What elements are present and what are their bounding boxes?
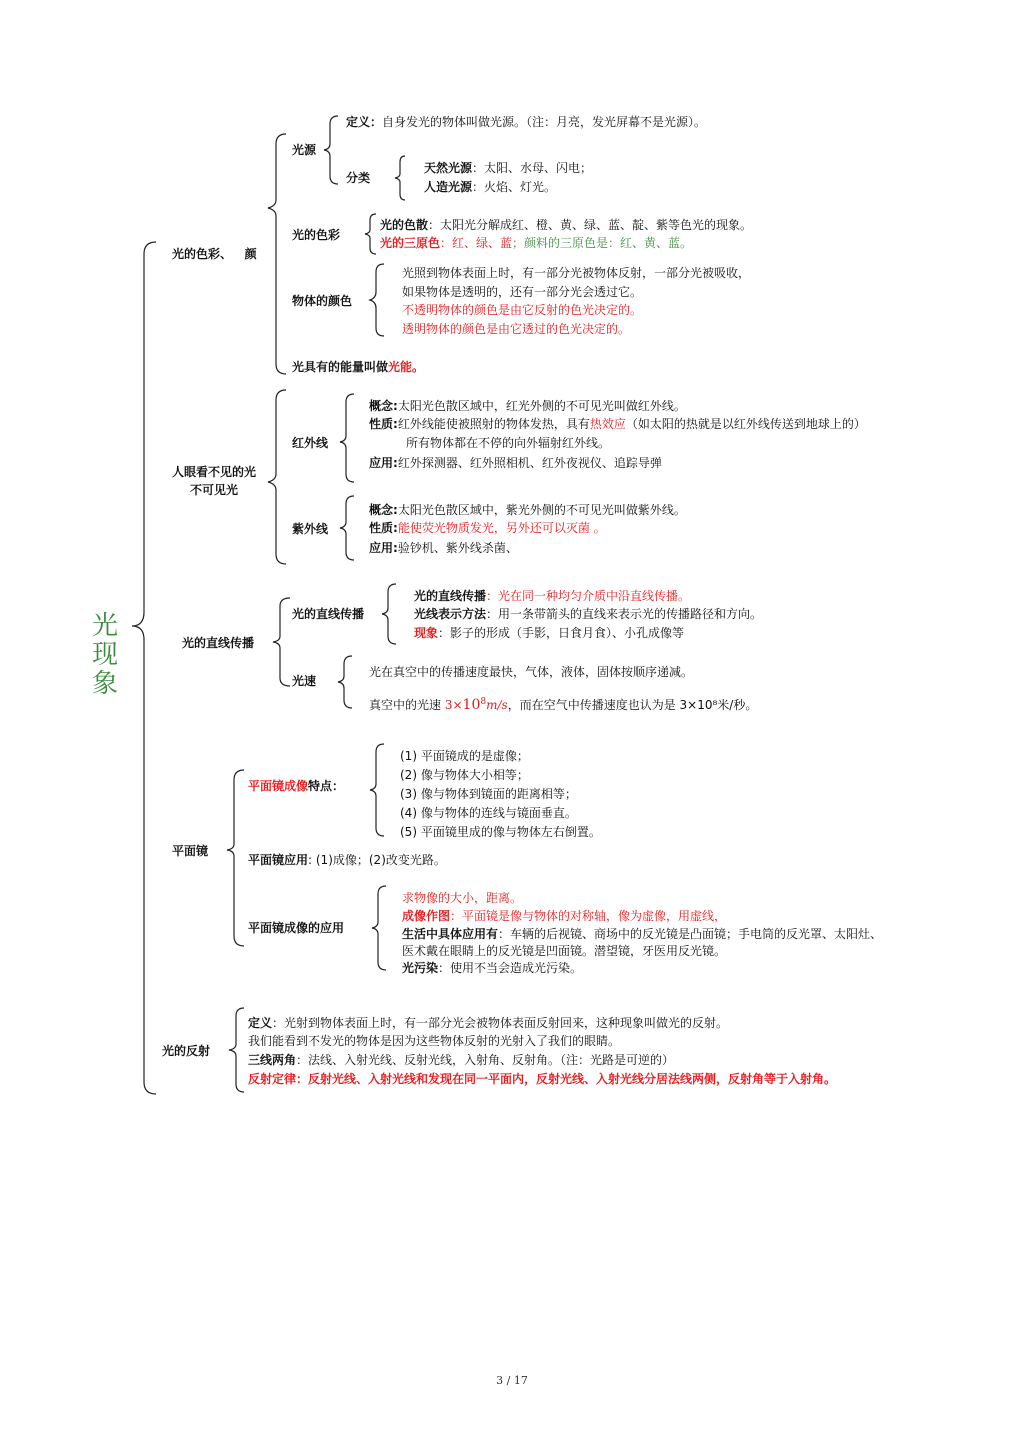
def-label: 定义： — [346, 115, 383, 129]
feat-label-black: 特点： — [308, 779, 345, 793]
uv-app-text: 验钞机、紫外线杀菌、 — [397, 541, 518, 555]
s3-brace — [273, 598, 290, 686]
page-number: 3 / 17 — [496, 1374, 528, 1387]
speed2-a: 真空中的光速 — [369, 698, 445, 712]
use-text: : (1)成像；(2)改变光路。 — [308, 853, 446, 867]
ir-prop-term: 热效应 — [589, 417, 626, 431]
p1-text: ：光在同一种均匀介质中沿直线传播。 — [486, 589, 691, 603]
disp-text: ：太阳光分解成红、橙、黄、绿、蓝、靛、紫等色光的现象。 — [428, 218, 753, 232]
feat-5: (5) 平面镜里成的像与物体左右倒置。 — [400, 825, 601, 839]
uv-concept-text: 太阳光色散区域中，紫光外侧的不可见光叫做紫外线。 — [397, 503, 686, 517]
speed2-b: ，而在空气中传播速度也认为是 3×10⁸米/秒。 — [507, 698, 758, 712]
app-2-text: ：平面镜是像与物体的对称轴，像为虚像，用虚线， — [450, 909, 727, 923]
energy-term: 光能。 — [388, 360, 425, 374]
natural-label: 天然光源 — [424, 161, 473, 175]
use-row — [248, 852, 446, 868]
ir-app-label: 应用: — [369, 456, 398, 470]
feat-4: (4) 像与物体的连线与镜面垂直。 — [400, 806, 577, 820]
s5-def-row — [248, 1015, 728, 1031]
ir-concept-text: 太阳光色散区域中，红光外侧的不可见光叫做红外线。 — [397, 399, 686, 413]
obj-line-2: 如果物体是透明的，还有一部分光会透过它。 — [402, 285, 643, 299]
s1-brace — [268, 134, 286, 374]
s5-def-text: ：光射到物体表面上时，有一部分光会被物体表面反射回来，这种现象叫做光的反射。 — [272, 1016, 729, 1030]
def-row — [346, 114, 706, 130]
p3-text: ：影子的形成（手影，日食月食）、小孔成像等 — [438, 626, 685, 640]
p1-label: 光的直线传播 — [414, 589, 487, 603]
s5-line-2: 我们能看到不发光的物体是因为这些物体反射的光射入了我们的眼睛。 — [248, 1034, 621, 1048]
color-brace — [365, 214, 376, 254]
uv-concept-row — [369, 502, 686, 518]
speed2-pow-exp: 8 — [480, 697, 487, 707]
natural-row — [424, 160, 592, 176]
artificial-text: ：火焰、灯光。 — [472, 180, 557, 194]
uv-concept-label: 概念: — [369, 503, 398, 517]
feat-2: (2) 像与物体大小相等； — [400, 768, 529, 782]
s2-brace — [268, 390, 286, 564]
app-2-label: 成像作图 — [402, 909, 451, 923]
class-label: 分类 — [346, 171, 371, 185]
app-5-row — [402, 960, 582, 976]
s5-law-row — [248, 1071, 836, 1087]
speed-line-2 — [369, 694, 757, 713]
app-3-text: ：车辆的后视镜、商场中的反光镜是凸面镜；手电筒的反光罩、太阳灶、 — [498, 927, 883, 941]
s2-title-b: 不可见光 — [190, 483, 239, 497]
ir-prop-row — [369, 416, 866, 432]
s4-brace — [227, 770, 244, 946]
uv-prop-row — [369, 520, 606, 536]
speed-brace — [338, 656, 352, 708]
use-label: 平面镜应用 — [248, 853, 309, 867]
s4-title: 平面镜 — [172, 844, 209, 858]
s5-three-row — [248, 1052, 674, 1068]
source-brace — [324, 116, 338, 184]
uv-prop-text: 能使荧光物质发光，另外还可以灭菌 。 — [397, 521, 606, 535]
ir-app-row — [369, 455, 662, 471]
objcolor-brace — [370, 264, 384, 336]
s1-title-b: 颜 — [244, 247, 257, 261]
artificial-label: 人造光源 — [424, 180, 473, 194]
def-text: 自身发光的物体叫做光源。（注：月亮，发光屏幕不是光源）。 — [382, 115, 707, 129]
root-brace — [132, 242, 156, 1094]
app-2-row — [402, 908, 726, 924]
p3-row — [414, 625, 684, 641]
ir-prop-text-c: 所有物体都在不停的向外辐射红外线。 — [406, 436, 611, 450]
s5-three-text: ：法线、入射光线、反射光线，入射角、反射角。（注：光路是可逆的） — [296, 1053, 675, 1067]
natural-text: ：太阳、水母、闪电； — [472, 161, 593, 175]
uv-prop-label: 性质: — [369, 521, 398, 535]
feat-brace — [370, 744, 384, 836]
obj-color-title: 物体的颜色 — [292, 294, 353, 308]
root-title: 光现象 — [91, 611, 118, 699]
s5-law-text: ：反射光线、入射光线和发现在同一平面内，反射光线、入射光线分居法线两侧，反射角等于入射角。 — [296, 1072, 837, 1086]
uv-brace — [340, 496, 354, 560]
app-4: 医术戴在眼睛上的反光镜是凹面镜。潜望镜，牙医用反光镜。 — [402, 944, 727, 958]
speed2-pow-base: 10 — [462, 697, 481, 713]
energy-row — [292, 359, 424, 375]
p2-row — [414, 606, 762, 622]
ir-concept-row — [369, 398, 686, 414]
s5-three-label: 三线两角 — [248, 1053, 297, 1067]
ir-prop-label: 性质: — [369, 417, 398, 431]
feat-label — [248, 778, 344, 794]
s1-title — [172, 246, 257, 262]
app-3-label: 生活中具体应用有 — [402, 927, 499, 941]
s1-title-a: 光的色彩、 — [172, 247, 233, 261]
prop-title: 光的直线传播 — [292, 607, 365, 621]
ir-prop-text-a: 红外线能使被照射的物体发热，具有 — [397, 417, 590, 431]
ir-concept-label: 概念: — [369, 399, 398, 413]
color-title: 光的色彩 — [292, 228, 341, 242]
uv-title: 紫外线 — [292, 522, 329, 536]
uv-app-row — [369, 540, 518, 556]
pigment-text: ；颜料的三原色是：红、黄、蓝。 — [512, 236, 693, 250]
app-title: 平面镜成像的应用 — [248, 921, 345, 935]
primary-row — [380, 235, 692, 251]
ir-app-text: 红外探测器、红外照相机、红外夜视仪、追踪导弹 — [397, 456, 662, 470]
feat-1: (1) 平面镜成的是虚像； — [400, 749, 529, 763]
s2-title-a: 人眼看不见的光 — [172, 465, 257, 479]
prop-brace — [382, 584, 396, 644]
p2-text: ：用一条带箭头的直线来表示光的传播路径和方向。 — [486, 607, 763, 621]
p2-label: 光线表示方法 — [414, 607, 487, 621]
s5-title: 光的反射 — [162, 1044, 211, 1058]
obj-line-3: 不透明物体的颜色是由它反射的色光决定的。 — [402, 303, 643, 317]
s5-law-label: 反射定律 — [248, 1072, 297, 1086]
app-3-row — [402, 926, 882, 942]
s3-title: 光的直线传播 — [182, 636, 255, 650]
feat-label-red: 平面镜成像 — [248, 779, 309, 793]
uv-app-label: 应用: — [369, 541, 398, 555]
disp-row — [380, 217, 752, 233]
s5-def-label: 定义 — [248, 1016, 273, 1030]
s5-brace — [229, 1008, 244, 1092]
feat-3: (3) 像与物体到镜面的距离相等； — [400, 787, 577, 801]
disp-label: 光的色散 — [380, 218, 429, 232]
light-source-label: 光源 — [292, 143, 317, 157]
speed2-val: 3× — [444, 698, 463, 712]
obj-line-1: 光照到物体表面上时，有一部分光被物体反射，一部分光被吸收， — [402, 266, 751, 280]
energy-text: 光具有的能量叫做 — [292, 360, 389, 374]
speed-line-1: 光在真空中的传播速度最快，气体，液体，固体按顺序递减。 — [369, 665, 694, 679]
class-brace — [395, 156, 405, 200]
app-5-text: ：使用不当会造成光污染。 — [438, 961, 583, 975]
app-5-label: 光污染 — [402, 961, 439, 975]
ir-brace — [340, 394, 354, 482]
p3-label: 现象 — [414, 626, 439, 640]
ir-prop-text-b: （如太阳的热就是以红外线传送到地球上的） — [625, 417, 866, 431]
obj-line-4: 透明物体的颜色是由它透过的色光决定的。 — [402, 322, 631, 336]
p1-row — [414, 588, 690, 604]
ir-title: 红外线 — [292, 436, 329, 450]
speed-title: 光速 — [292, 674, 317, 688]
artificial-row — [424, 179, 556, 195]
primary-text: ：红、绿、蓝 — [440, 236, 513, 250]
app-brace — [372, 886, 386, 970]
primary-label: 光的三原色 — [380, 236, 441, 250]
app-1: 求物像的大小，距离。 — [402, 891, 523, 905]
speed2-unit: m/s — [486, 698, 508, 712]
